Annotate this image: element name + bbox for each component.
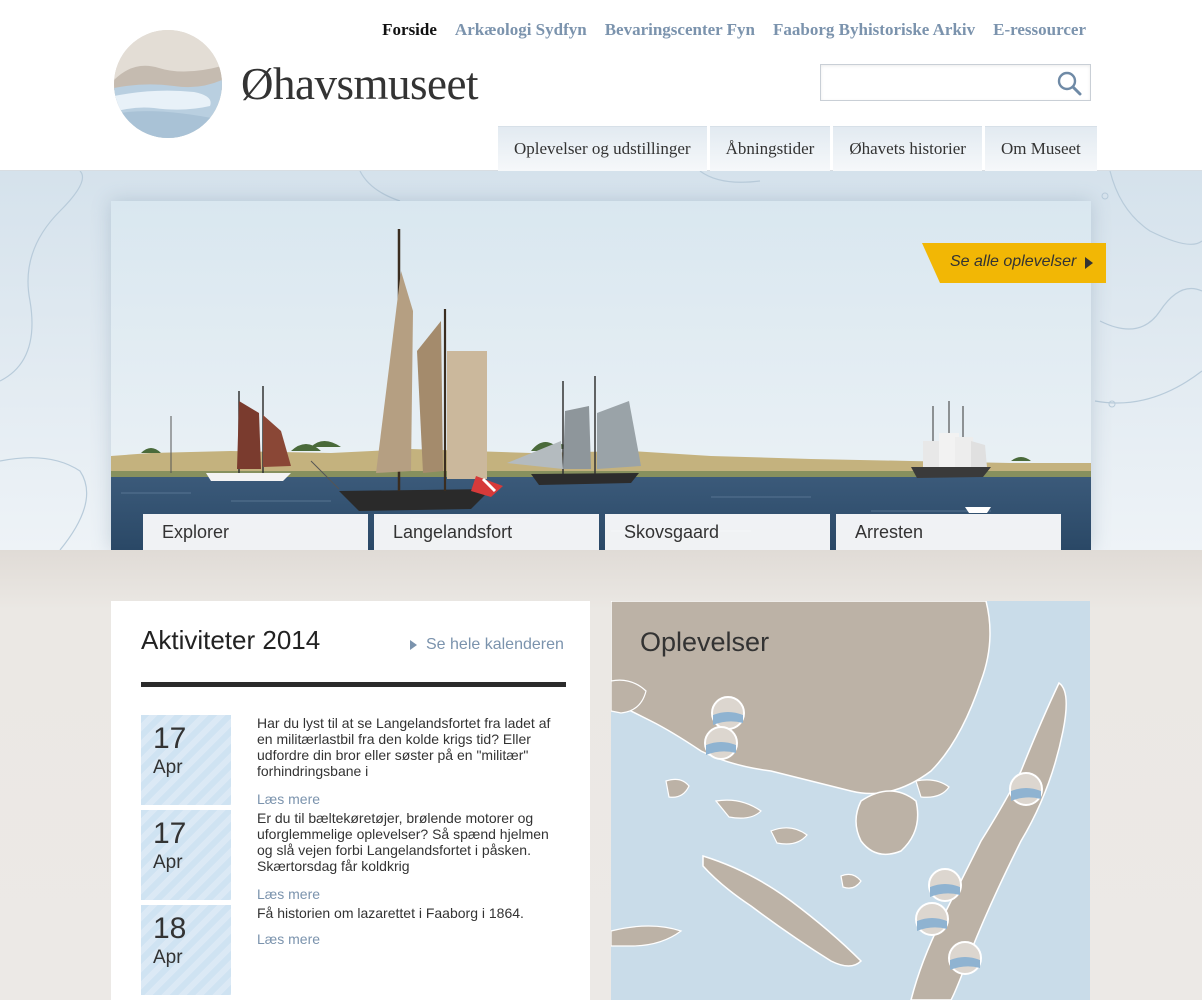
event-day: 17 xyxy=(153,722,187,755)
event-date[interactable] xyxy=(141,905,231,995)
topnav-e-ressourcer[interactable]: E-ressourcer xyxy=(993,20,1086,39)
event-description: Har du lyst til at se Langelandsfortet fra ladet af en militærlastbil fra den kolde krigs tid? Eller udfordre din bror eller søster på en "militær" forhindringsbane i xyxy=(257,715,551,779)
hero-tab-langelandsfort[interactable]: Langelandsfort xyxy=(374,514,599,550)
map-marker-icon xyxy=(916,903,948,935)
mainnav-aabningstider[interactable]: Åbningstider xyxy=(710,126,831,171)
mainnav-oplevelser[interactable]: Oplevelser og udstillinger xyxy=(498,126,707,171)
hero-tab-arresten[interactable]: Arresten xyxy=(836,514,1061,550)
topnav-forside[interactable]: Forside xyxy=(382,20,437,39)
map[interactable] xyxy=(611,601,1090,1000)
calendar-link[interactable] xyxy=(410,636,564,654)
event-month: Apr xyxy=(153,947,183,968)
map-marker-icon xyxy=(949,942,981,974)
map-marker-icon xyxy=(1010,773,1042,805)
read-more-link[interactable]: Læs mere xyxy=(257,791,321,807)
play-arrow-icon xyxy=(410,640,417,650)
map-marker-icon xyxy=(705,727,737,759)
activities-title: Aktiviteter 2014 xyxy=(141,625,321,655)
event-description: Få historien om lazarettet i Faaborg i 1864. xyxy=(257,905,524,921)
site-header xyxy=(0,0,1202,171)
map-marker-icon xyxy=(929,869,961,901)
hero-tabs xyxy=(143,514,1061,550)
mainnav-ohavets-historier[interactable]: Øhavets historier xyxy=(833,126,982,171)
site-title[interactable]: Øhavsmuseet xyxy=(241,59,478,109)
event-day: 17 xyxy=(153,817,187,850)
mainnav-om-museet[interactable]: Om Museet xyxy=(985,126,1097,171)
top-navigation xyxy=(382,20,1086,40)
map-marker-icon xyxy=(712,697,744,729)
activities-panel xyxy=(111,601,590,1000)
event-month: Apr xyxy=(153,852,183,873)
topnav-faaborg-byhistoriske-arkiv[interactable]: Faaborg Byhistoriske Arkiv xyxy=(773,20,976,39)
topnav-bevaringscenter-fyn[interactable]: Bevaringscenter Fyn xyxy=(604,20,756,39)
search-input[interactable] xyxy=(821,65,1046,100)
see-all-experiences-label[interactable]: Se alle oplevelser xyxy=(950,253,1077,270)
event-month: Apr xyxy=(153,757,183,778)
divider xyxy=(141,682,566,687)
calendar-link-label[interactable]: Se hele kalenderen xyxy=(426,636,564,653)
event-date[interactable] xyxy=(141,715,231,805)
event-description: Er du til bæltekøretøjer, brølende motorer og uforglemmelige oplevelser? Så spænd hjelmen og slå vejen forbi Langelandsfortet i påsken. Skærtorsdag får koldkrig xyxy=(257,810,549,874)
experiences-map-panel xyxy=(611,601,1090,1000)
search-box xyxy=(820,64,1091,101)
hero-tab-skovsgaard[interactable]: Skovsgaard xyxy=(605,514,830,550)
map-title: Oplevelser xyxy=(640,627,770,657)
event-day: 18 xyxy=(153,912,187,945)
search-icon[interactable] xyxy=(1056,70,1082,96)
topnav-arkaeologi-sydfyn[interactable]: Arkæologi Sydfyn xyxy=(454,20,587,39)
read-more-link[interactable]: Læs mere xyxy=(257,886,321,902)
hero-tab-explorer[interactable]: Explorer xyxy=(143,514,368,550)
museum-logo-icon[interactable] xyxy=(114,30,222,138)
main-navigation xyxy=(498,126,1097,171)
event-date[interactable] xyxy=(141,810,231,900)
read-more-link[interactable]: Læs mere xyxy=(257,931,321,947)
